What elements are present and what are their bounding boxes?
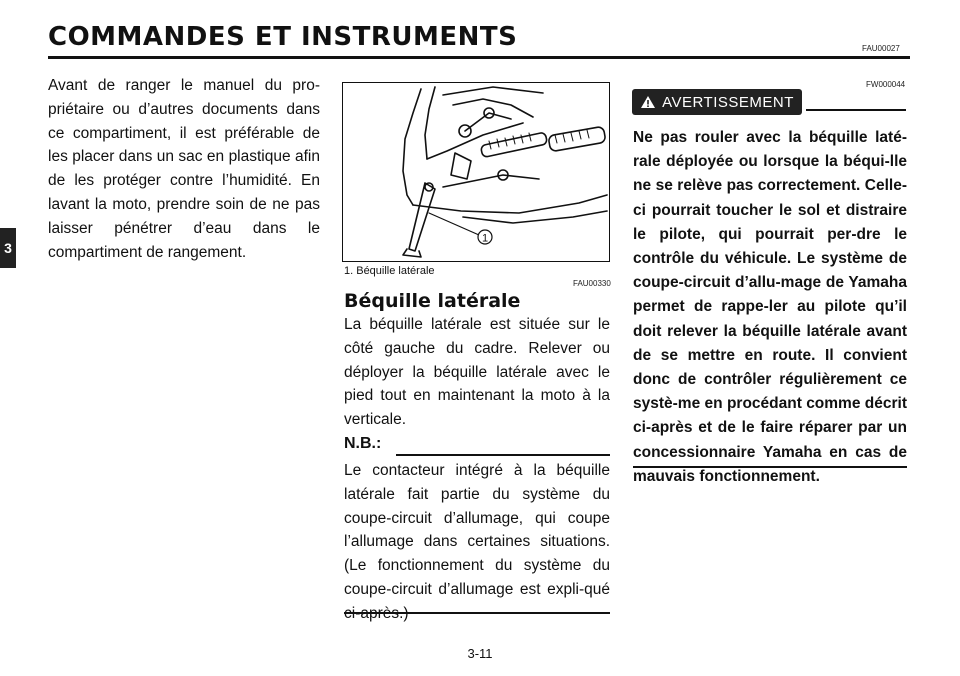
side-stand-illustration <box>343 83 609 261</box>
page-title: COMMANDES ET INSTRUMENTS <box>48 22 518 52</box>
nb-rule <box>396 454 610 456</box>
page-number: 3-11 <box>467 646 493 661</box>
warning-text: Ne pas rouler avec la béquille laté-rale déployée ou lorsque la béqui-lle ne se relève pas correctement. Celle-ci pourrait toucher le sol et distraire le pilote, qui pourrait per-dre le contrôle du véhicule. Le système de coupe-circuit d’allu-mage de Yamaha permet de rappe-ler au pilote qu’il doit relever la béquille latérale avant de se mettre en route. Il convient donc de contrôler régulièrement ce systè-me en procédant comme décrit ci-après et de le faire réparer par un concessionnaire Yamaha en cas de mauvais fonctionnement. <box>633 129 907 485</box>
warning-end-rule <box>633 466 907 468</box>
section-heading: Béquille latérale <box>344 290 521 312</box>
warning-triangle-icon <box>640 95 656 109</box>
title-rule <box>48 56 910 59</box>
side-stand-figure <box>342 82 610 262</box>
nb-text: Le contacteur intégré à la béquille latérale fait partie du système du coupe-circuit d’allumage, qui coupe l’allumage dans certaines situations. (Le fonctionnement du système du coupe-circuit d’allumage est expli-qué <box>344 462 610 598</box>
section-code: FAU00330 <box>573 279 611 288</box>
nb-label: N.B.: <box>344 435 382 452</box>
intro-paragraph: Avant de ranger le manuel du pro-priétaire ou d’autres documents dans ce compartiment, il est préférable de les placer dans un sac en plastique afin de les protéger contre l’humidité. En lavant la moto, prendre soin de ne pas laisser pénétrer d’eau dans le compartiment de rangement. <box>48 77 320 261</box>
chapter-tab: 3 <box>0 228 16 268</box>
figure-caption: 1. Béquille latérale <box>344 265 435 277</box>
nb-end-rule <box>344 612 610 614</box>
warning-code: FW000044 <box>866 80 906 89</box>
warning-label: AVERTISSEMENT <box>662 93 794 111</box>
callout-number: 1 <box>481 232 489 245</box>
header-code: FAU00027 <box>862 44 900 53</box>
section-paragraph: La béquille latérale est située sur le côté gauche du cadre. Relever ou déployer la béquille latérale avec le pied tout en maintenant la moto à la verticale. <box>344 316 610 429</box>
warning-badge <box>632 89 802 115</box>
warning-rule <box>806 109 906 111</box>
